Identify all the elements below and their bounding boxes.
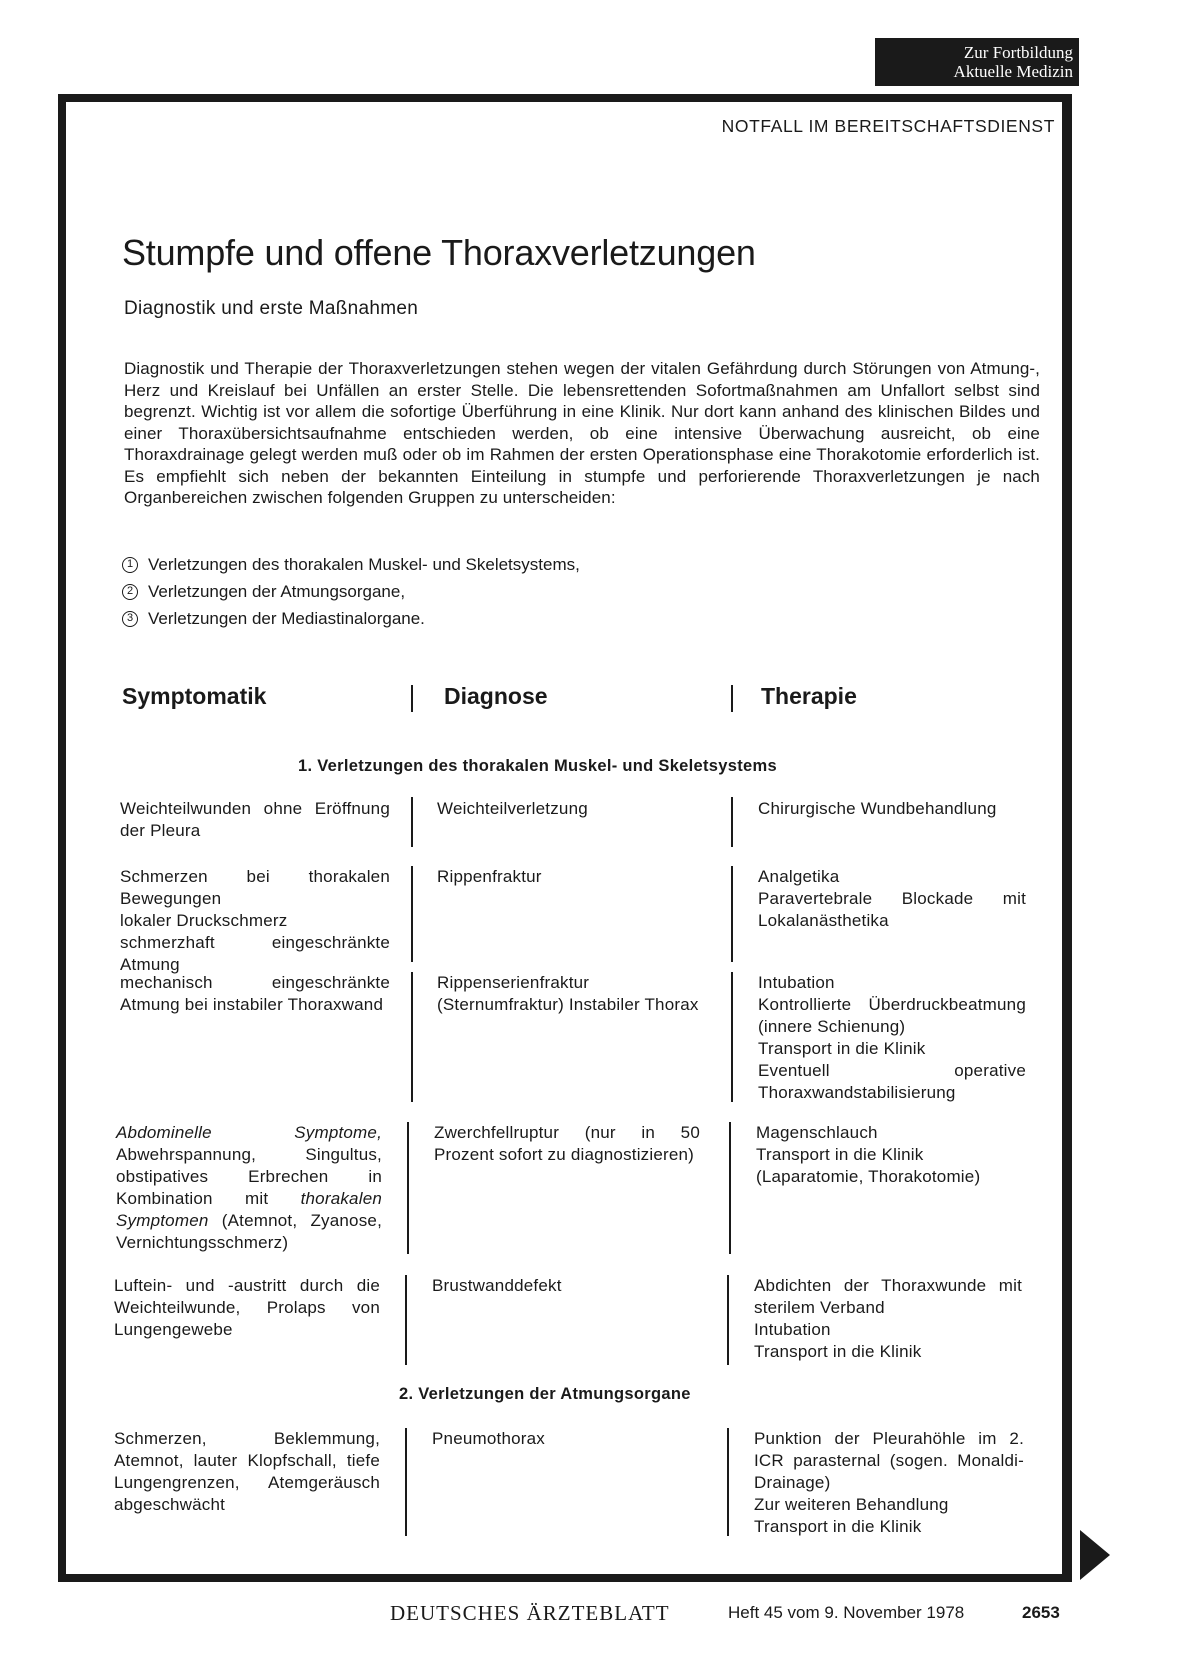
list-item	[122, 605, 580, 632]
section-tag-line1: Zur Fortbildung	[963, 43, 1073, 62]
diagnosis-cell: Rippenfraktur	[437, 867, 542, 886]
group-heading: 1. Verletzungen des thorakalen Muskel- und Skeletsystems	[298, 757, 777, 775]
column-divider	[411, 972, 413, 1102]
column-divider	[727, 1275, 729, 1365]
symptom-cell: Luftein- und -austritt durch die Weichteilwunde, Prolaps von Lungengewebe	[114, 1276, 380, 1339]
symptom-cell	[116, 1122, 382, 1254]
therapy-cell: Punktion der Pleurahöhle im 2. ICR parasternal (sogen. Monaldi-Drainage) Zur weiteren Behandlung Transport in die Klinik	[754, 1429, 1024, 1536]
article-subtitle: Diagnostik und erste Maßnahmen	[124, 298, 419, 319]
diagnosis-cell: Weichteilverletzung	[437, 799, 588, 818]
list-item	[122, 551, 580, 578]
column-divider	[731, 685, 733, 712]
therapy-cell: Analgetika Paravertebrale Blockade mit Lokalanästhetika	[758, 867, 1026, 930]
therapy-cell: Magenschlauch Transport in die Klinik (Laparatomie, Thorakotomie)	[756, 1123, 981, 1186]
column-divider	[407, 1122, 409, 1254]
symptom-text: Abwehrspannung, Singultus, obstipatives Erbrechen in Kombination mit	[116, 1145, 382, 1208]
symptom-cell: Weichteilwunden ohne Eröffnung der Pleura	[120, 799, 390, 840]
column-divider	[727, 1428, 729, 1536]
diagnosis-cell: Pneumothorax	[432, 1429, 545, 1448]
journal-name: DEUTSCHES ÄRZTEBLATT	[390, 1601, 670, 1625]
group-enumeration	[122, 551, 580, 632]
list-item	[122, 578, 580, 605]
symptom-text: (Atemnot, Zyanose, Vernichtungsschmerz)	[116, 1211, 382, 1252]
column-divider	[411, 685, 413, 712]
symptom-cell: Schmerzen bei thorakalen Bewegungen lokaler Druckschmerz schmerzhaft eingeschränkte Atmung	[120, 867, 390, 974]
diagnosis-cell: Zwerchfellruptur (nur in 50 Prozent sofort zu diagnostizieren)	[434, 1123, 700, 1164]
section-label: NOTFALL IM BEREITSCHAFTSDIENST	[721, 116, 1055, 136]
column-divider	[411, 866, 413, 962]
list-item-text: Verletzungen der Atmungsorgane,	[148, 582, 406, 601]
symptom-emphasis: Abdominelle Symptome,	[116, 1123, 382, 1142]
column-header-diagnose: Diagnose	[444, 683, 548, 709]
continue-arrow-icon	[1080, 1530, 1110, 1580]
symptom-cell: Schmerzen, Beklemmung, Atemnot, lauter Klopfschall, tiefe Lungengrenzen, Atemgeräusch abgeschwächt	[114, 1429, 380, 1514]
list-item-text: Verletzungen des thorakalen Muskel- und Skeletsystems,	[148, 555, 580, 574]
column-divider	[731, 972, 733, 1102]
page-number: 2653	[1022, 1603, 1060, 1622]
symptom-emphasis: thorakalen Symptomen	[116, 1189, 382, 1230]
article-title: Stumpfe und offene Thoraxverletzungen	[122, 232, 756, 273]
column-divider	[405, 1275, 407, 1365]
issue-info: Heft 45 vom 9. November 1978	[728, 1603, 965, 1622]
section-tag-line2: Aktuelle Medizin	[953, 62, 1073, 81]
column-divider	[729, 1122, 731, 1254]
section-tag	[875, 38, 1079, 86]
column-divider	[731, 866, 733, 962]
column-header-therapie: Therapie	[761, 683, 857, 709]
circled-number: 2	[122, 584, 138, 600]
column-divider	[731, 797, 733, 847]
diagnosis-cell: Brustwanddefekt	[432, 1276, 562, 1295]
therapy-cell: Abdichten der Thoraxwunde mit sterilem Verband Intubation Transport in die Klinik	[754, 1276, 1022, 1361]
therapy-cell: Chirurgische Wundbehandlung	[758, 799, 997, 818]
therapy-cell: Intubation Kontrollierte Überdruckbeatmung (innere Schienung) Transport in die Klinik Eventuell operative Thoraxwandstabilisierung	[758, 973, 1026, 1102]
column-divider	[411, 797, 413, 847]
column-header-symptomatik: Symptomatik	[122, 683, 267, 709]
list-item-text: Verletzungen der Mediastinalorgane.	[148, 609, 425, 628]
circled-number: 3	[122, 611, 138, 627]
group-heading: 2. Verletzungen der Atmungsorgane	[399, 1385, 691, 1403]
column-divider	[405, 1428, 407, 1536]
circled-number: 1	[122, 557, 138, 573]
diagnosis-cell: Rippenserienfraktur (Sternumfraktur) Instabiler Thorax	[437, 973, 699, 1014]
symptom-cell: mechanisch eingeschränkte Atmung bei instabiler Thoraxwand	[120, 973, 390, 1014]
intro-paragraph: Diagnostik und Therapie der Thoraxverletzungen stehen wegen der vitalen Gefährdung durch Störungen von Atmung-, Herz und Kreislauf bei Unfällen an erster Stelle. Die lebensrettenden Sofortmaßnahmen am Unfallort selbst sind begrenzt. Wichtig ist vor allem die sofortige Überführung in eine Klinik. Nur dort kann anhand des klinischen Bildes und einer Thoraxübersichtsaufnahme entschieden werden, ob eine intensive Überwachung ausreicht, ob eine Thoraxdrainage gelegt werden muß oder ob im Rahmen der ersten Operationsphase eine Thorakotomie erforderlich ist. Es empfiehlt sich neben der bekannten Einteilung in stumpfe und perforierende Thoraxverletzungen je nach Organbereichen zwischen folgenden Gruppen zu unterscheiden:	[124, 359, 1040, 507]
